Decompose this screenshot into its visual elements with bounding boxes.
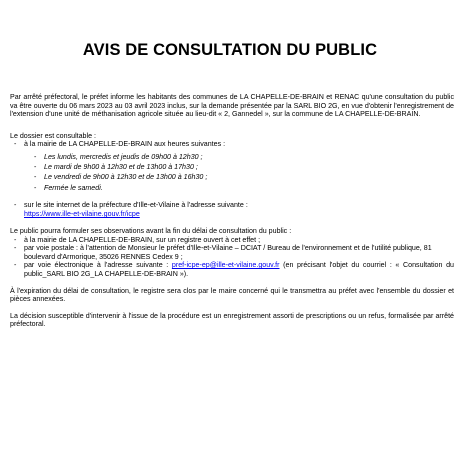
observations-registre-text: à la mairie de LA CHAPELLE-DE-BRAIN, sur un registre ouvert à cet effet ; <box>24 235 261 244</box>
dossier-mairie-item <box>14 140 454 149</box>
hours-item: - Les lundis, mercredis et jeudis de 09h00 à 12h30 ; <box>34 152 203 161</box>
dossier-heading: Le dossier est consultable : <box>10 131 96 140</box>
dossier-website-item <box>14 201 454 210</box>
dossier-website-text: sur le site internet de la préfecture d'Ille-et-Vilaine à l'adresse suivante : <box>24 200 248 209</box>
bullet-dash: - <box>14 140 17 149</box>
email-link[interactable]: pref-icpe-ep@ille-et-vilaine.gouv.fr <box>171 261 280 270</box>
observations-registre-item <box>14 236 454 245</box>
bullet-dash: - <box>14 235 17 244</box>
hours-list <box>34 152 454 193</box>
observations-heading: Le public pourra formuler ses observations avant la fin du délai de consultation du public : <box>10 226 292 235</box>
bullet-dash: - <box>14 261 17 270</box>
dossier-mairie-text: à la mairie de LA CHAPELLE-DE-BRAIN aux heures suivantes : <box>24 140 226 149</box>
decision-paragraph: La décision susceptible d'intervenir à l'issue de la procédure est un enregistrement assorti de prescriptions ou un refus, formalisée par arrêté préfectoral. <box>10 311 454 329</box>
page-title: AVIS DE CONSULTATION DU PUBLIC <box>82 41 378 59</box>
observations-email-text: par voie électronique à l'adresse suivante : pref-icpe-ep@ille-et-vilaine.gouv.fr (en précisant l'objet du courriel : « Consultation du public_SARL BIO 2G_LA CHAPELLE-DE-BRAIN »). <box>24 261 454 278</box>
observations-postal-text: par voie postale : à l'attention de Monsieur le préfet d'Ille-et-Vilaine – DCIAT / Bureau de l'environnement et de l'utilité publique, 81 boulevard d'Armorique, 35026 RENNES Cedex 9 ; <box>24 244 432 261</box>
intro-paragraph: Par arrêté préfectoral, le préfet informe les habitants des communes de LA CHAPELLE-DE-BRAIN et RENAC qu'une consultation du public va être ouverte du 06 mars 2023 au 03 avril 2023 inclus, sur la demande présentée par la SARL BIO 2G, en vue d'obtenir l'enregistrement de l'extension d'une unité de méthanisation agricole située au lieu-dit « 2, Gannedel », sur la commune de LA CHAPELLE-DE-BRAIN. <box>10 93 454 119</box>
expiration-paragraph: À l'expiration du délai de consultation, le registre sera clos par le maire concerné qui le transmettra au préfet avec l'ensemble du dossier et pièces annexées. <box>10 286 454 304</box>
bullet-dash: - <box>14 244 17 253</box>
hours-item: - Fermée le samedi. <box>34 183 103 192</box>
observations-email-item <box>14 261 454 278</box>
hours-item: - Le vendredi de 9h00 à 12h30 et de 13h00 à 16h30 ; <box>34 173 208 182</box>
prefecture-website-link[interactable]: https://www.ille-et-vilaine.gouv.fr/icpe <box>24 210 140 219</box>
observations-postal-item <box>14 244 454 261</box>
hours-item: - Le mardi de 9h00 à 12h30 et de 13h00 à 17h30 ; <box>34 163 198 172</box>
website-link-line <box>24 210 454 219</box>
bullet-dash: - <box>14 200 17 209</box>
notice-body <box>10 93 454 329</box>
